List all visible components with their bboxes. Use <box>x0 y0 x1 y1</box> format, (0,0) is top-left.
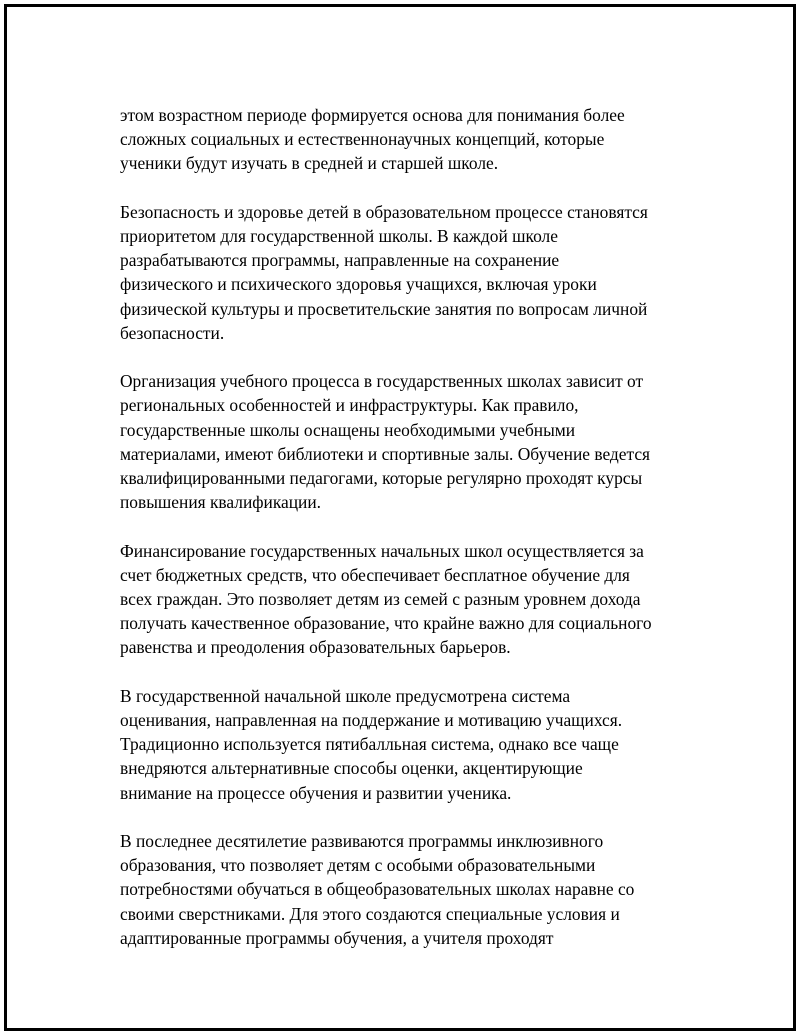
text-line: адаптированные программы обучения, а учителя проходят <box>120 927 554 948</box>
text-line: своими сверстниками. Для этого создаются специальные условия и <box>120 903 620 924</box>
text-line: повышения квалификации. <box>120 492 322 513</box>
text-line: равенства и преодоления образовательных барьеров. <box>120 637 511 658</box>
text-line: потребностями обучаться в общеобразовательных школах наравне со <box>120 879 635 900</box>
paragraph-3 <box>120 369 710 514</box>
text-line: получать качественное образование, что крайне важно для социального <box>120 613 652 634</box>
text-line: внедряются альтернативные способы оценки, акцентирующие <box>120 758 583 779</box>
text-line: региональных особенностей и инфраструктуры. Как правило, <box>120 395 579 416</box>
text-line: всех граждан. Это позволяет детям из семей с разным уровнем дохода <box>120 589 641 610</box>
text-line: сложных социальных и естественнонаучных концепций, которые <box>120 129 605 150</box>
paragraph-4 <box>120 539 710 660</box>
text-line: приоритетом для государственной школы. В каждой школе <box>120 226 558 246</box>
text-line: внимание на процессе обучения и развитии ученика. <box>120 782 512 803</box>
document-body <box>120 103 710 974</box>
text-line: В последнее десятилетие развиваются программы инклюзивного <box>120 831 604 852</box>
text-line: материалами, имеют библиотеки и спортивные залы. Обучение ведется <box>120 443 651 464</box>
text-line: образования, что позволяет детям с особыми образовательными <box>120 855 596 876</box>
paragraph-2 <box>120 200 710 345</box>
text-line: безопасности. <box>120 322 225 343</box>
text-line: Финансирование государственных начальных школ осуществляется за <box>120 540 644 561</box>
text-line: этом возрастном периоде формируется основа для понимания более <box>120 105 625 125</box>
text-line: Организация учебного процесса в государственных школах зависит от <box>120 371 644 392</box>
text-line: физической культуры и просветительские занятия по вопросам личной <box>120 298 648 319</box>
paragraph-5 <box>120 684 710 805</box>
text-line: Традиционно используется пятибалльная система, однако все чаще <box>120 734 619 755</box>
text-line: квалифицированными педагогами, которые регулярно проходят курсы <box>120 468 643 489</box>
document-page <box>4 4 796 1031</box>
text-line: государственные школы оснащены необходимыми учебными <box>120 419 576 440</box>
text-line: оценивания, направленная на поддержание и мотивацию учащихся. <box>120 710 623 731</box>
paragraph-6 <box>120 829 710 950</box>
paragraph-1 <box>120 103 710 176</box>
text-line: счет бюджетных средств, что обеспечивает бесплатное обучение для <box>120 564 630 585</box>
text-line: Безопасность и здоровье детей в образовательном процессе становятся <box>120 201 648 222</box>
text-line: ученики будут изучать в средней и старшей школе. <box>120 153 499 174</box>
text-line: физического и психического здоровья учащихся, включая уроки <box>120 274 597 295</box>
text-line: В государственной начальной школе предусмотрена система <box>120 685 571 706</box>
text-line: разрабатываются программы, направленные на сохранение <box>120 250 560 271</box>
